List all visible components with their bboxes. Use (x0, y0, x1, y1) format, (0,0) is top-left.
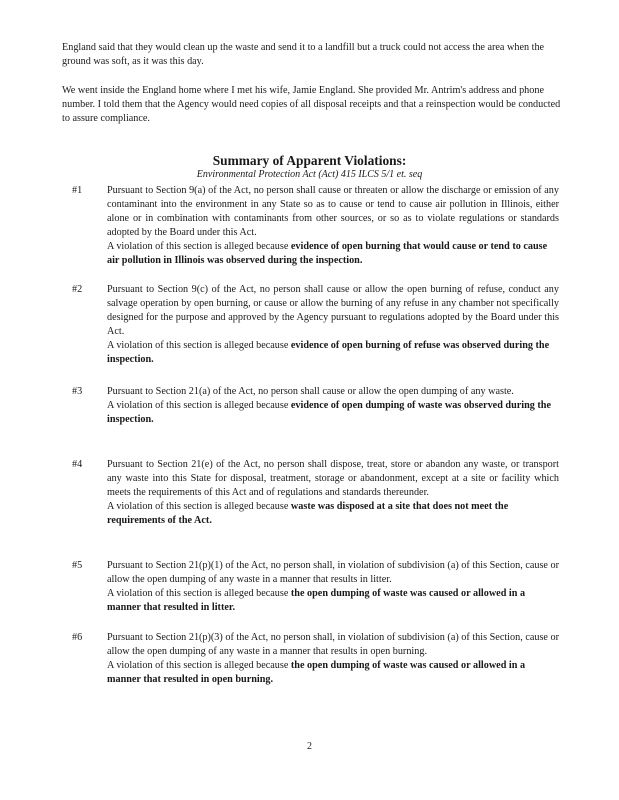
violation-allegation (107, 500, 559, 528)
violation-allegation (107, 659, 559, 687)
violation-text: Pursuant to Section 21(a) of the Act, no person shall cause or allow the open dumping of any waste. (107, 386, 514, 397)
violation-body (107, 385, 559, 427)
violation-text: Pursuant to Section 21(e) of the Act, no person shall dispose, treat, store or abandon any waste, or transport any waste into this State for disposal, treatment, storage or abandonment, except at a site or facility which meets the requirements of this Act and of regulations and standards thereunder. (107, 459, 559, 498)
violation-text: Pursuant to Section 21(p)(3) of the Act, no person shall, in violation of subdivision (a) of this Section, cause or allow the open dumping of any waste in a manner that results in open burning. (107, 632, 559, 657)
violation-text: Pursuant to Section 21(p)(1) of the Act, no person shall, in violation of subdivision (a) of this Section, cause or allow the open dumping of any waste in a manner that results in litter. (107, 560, 559, 585)
allegation-prefix: A violation of this section is alleged because (107, 241, 291, 252)
violation-number: #4 (72, 459, 83, 470)
allegation-finding: the open dumping of waste was caused or allowed in a manner that resulted in open burning. (107, 660, 526, 685)
summary-title: Summary of Apparent Violations: (212, 153, 407, 168)
summary-subtitle: Environmental Protection Act (Act) 415 ILCS 5/1 et. seq (196, 169, 423, 180)
violation-allegation (107, 339, 559, 367)
violation-allegation (107, 587, 559, 615)
violation-body (107, 559, 559, 615)
allegation-finding: evidence of open dumping of waste was observed during the inspection. (107, 400, 551, 425)
page-number: 2 (307, 741, 312, 752)
violation-body (107, 283, 559, 367)
violation-number: #2 (72, 284, 83, 295)
violation-text: Pursuant to Section 9(a) of the Act, no person shall cause or threaten or allow the discharge or emission of any contaminant into the environment in any State so as to cause or tend to cause air pollution in Illinois, either alone or in combination with contaminants from other sources, or so as to violate regulations or standards adopted by the Board under this Act. (107, 185, 559, 238)
allegation-prefix: A violation of this section is alleged because (107, 501, 291, 512)
allegation-finding: the open dumping of waste was caused or allowed in a manner that resulted in litter. (107, 588, 526, 613)
violation-body (107, 458, 559, 528)
violation-number: #6 (72, 632, 83, 643)
violation-allegation (107, 240, 559, 268)
violation-number: #5 (72, 560, 83, 571)
allegation-prefix: A violation of this section is alleged because (107, 660, 291, 671)
allegation-prefix: A violation of this section is alleged because (107, 588, 291, 599)
allegation-finding: evidence of open burning of refuse was observed during the inspection. (107, 340, 550, 365)
violation-body (107, 631, 559, 687)
allegation-prefix: A violation of this section is alleged because (107, 340, 291, 351)
violation-allegation (107, 399, 559, 427)
violation-body (107, 184, 559, 268)
violation-number: #3 (72, 386, 83, 397)
allegation-finding: waste was disposed at a site that does not meet the requirements of the Act. (107, 501, 509, 526)
intro-paragraph-1: England said that they would clean up the waste and send it to a landfill but a truck could not access the area when the ground was soft, as it was this day. (62, 42, 545, 67)
allegation-finding: evidence of open burning that would cause or tend to cause air pollution in Illinois was observed during the inspection. (107, 241, 548, 266)
violation-number: #1 (72, 185, 83, 196)
allegation-prefix: A violation of this section is alleged because (107, 400, 291, 411)
intro-paragraph-2: We went inside the England home where I met his wife, Jamie England. She provided Mr. Antrim's address and phone number. I told them that the Agency would need copies of all disposal receipts and that a reinspection would be conducted to assure compliance. (62, 85, 561, 124)
violation-text: Pursuant to Section 9(c) of the Act, no person shall cause or allow the open burning of refuse, conduct any salvage operation by open burning, or cause or allow the burning of any refuse in any chamber not specifically designed for the purpose and approved by the Agency pursuant to regulations adopted by the Board under this Act. (107, 284, 559, 337)
